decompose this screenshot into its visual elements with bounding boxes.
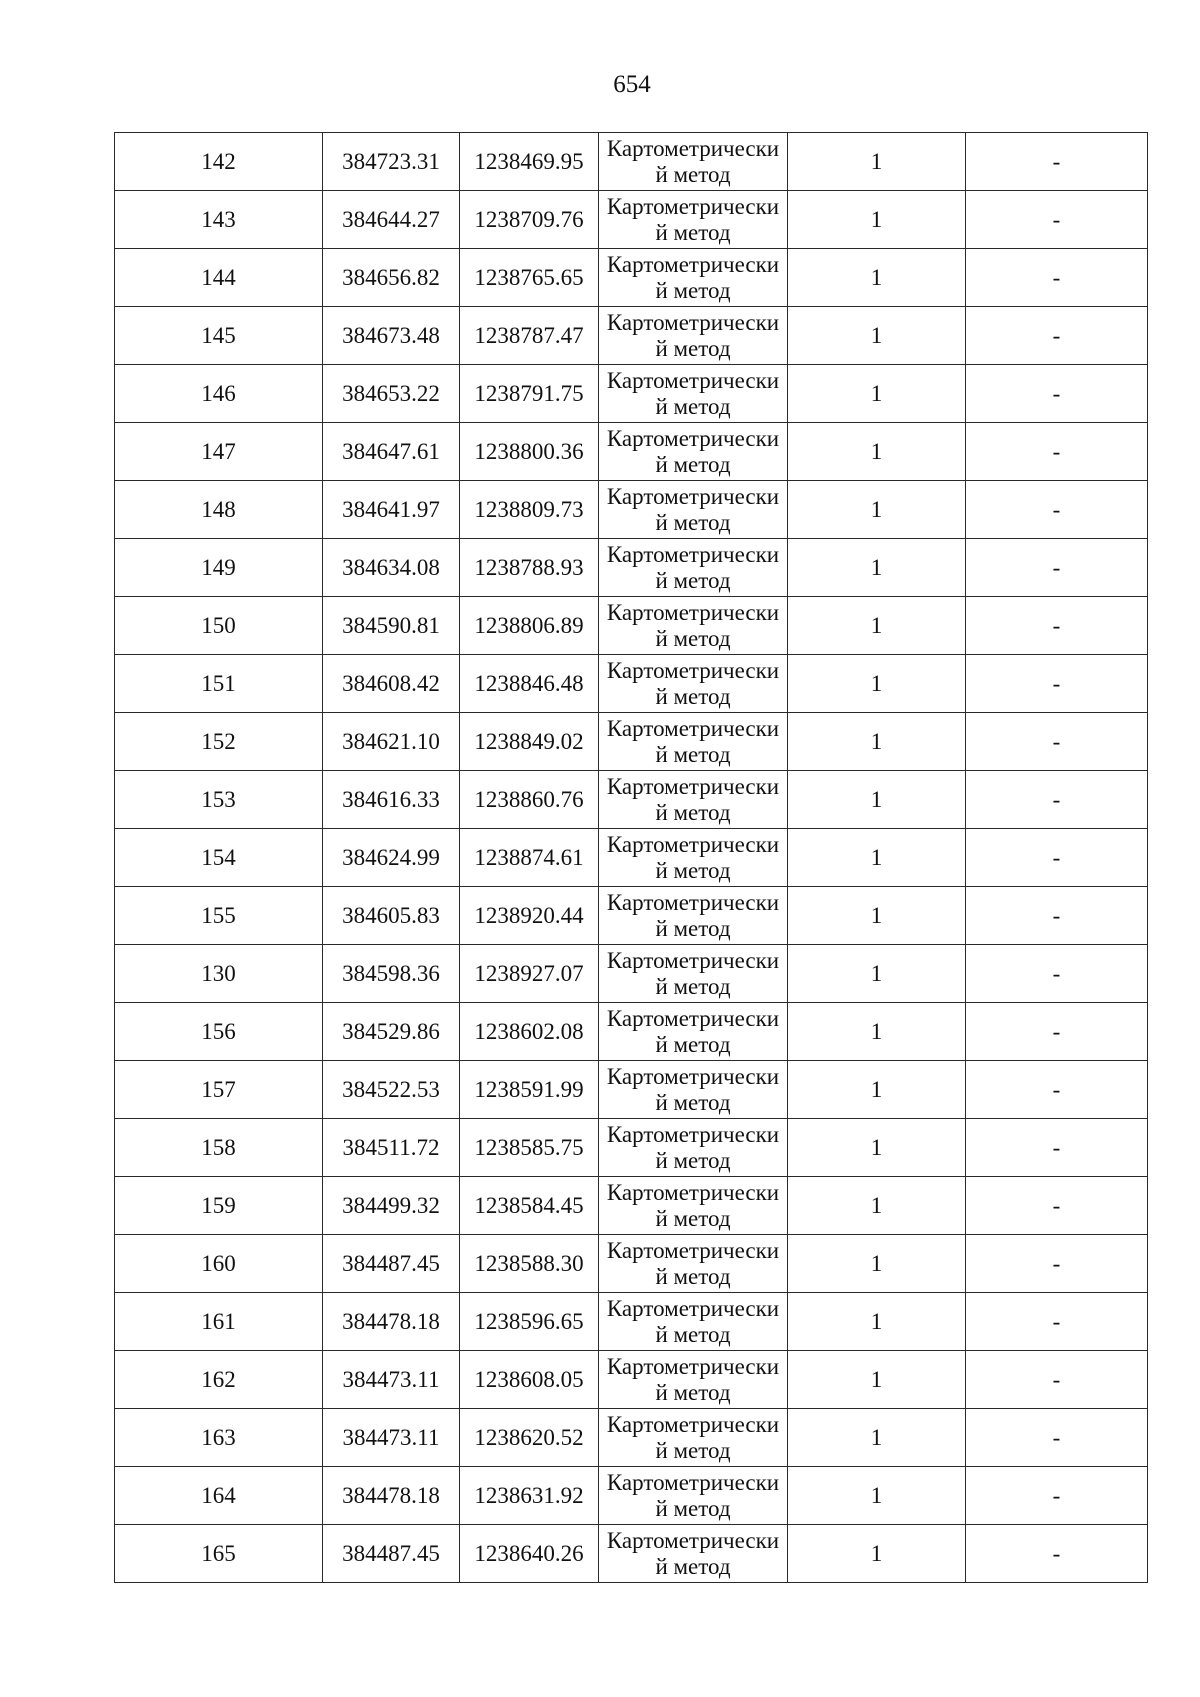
method-cell: [599, 1293, 788, 1351]
point-number-cell: 144: [115, 249, 323, 307]
note-cell: -: [966, 539, 1148, 597]
point-number-cell: 161: [115, 1293, 323, 1351]
y-coordinate-cell: 1238927.07: [460, 945, 599, 1003]
x-coordinate-cell: 384590.81: [323, 597, 460, 655]
method-text-line-1: Картометрически: [606, 947, 780, 973]
note-cell: -: [966, 655, 1148, 713]
method-text-line-2: й метод: [655, 741, 731, 767]
method-text-line-1: Картометрически: [606, 599, 780, 625]
method-cell: [599, 655, 788, 713]
y-coordinate-cell: 1238791.75: [460, 365, 599, 423]
table-row: [115, 1003, 1148, 1061]
table-row: [115, 1293, 1148, 1351]
page-number: 654: [613, 71, 651, 98]
method-cell: [599, 191, 788, 249]
method-text-line-2: й метод: [655, 161, 731, 187]
x-coordinate-cell: 384478.18: [323, 1467, 460, 1525]
note-cell: -: [966, 829, 1148, 887]
table-row: [115, 307, 1148, 365]
accuracy-cell: 1: [788, 1177, 966, 1235]
method-cell: [599, 829, 788, 887]
y-coordinate-cell: 1238920.44: [460, 887, 599, 945]
x-coordinate-cell: 384608.42: [323, 655, 460, 713]
method-cell: [599, 539, 788, 597]
method-text-line-1: Картометрически: [606, 657, 780, 683]
accuracy-cell: 1: [788, 191, 966, 249]
method-text-line-1: Картометрически: [606, 1527, 780, 1553]
y-coordinate-cell: 1238588.30: [460, 1235, 599, 1293]
x-coordinate-cell: 384647.61: [323, 423, 460, 481]
note-cell: -: [966, 133, 1148, 191]
method-text-line-2: й метод: [655, 509, 731, 535]
accuracy-cell: 1: [788, 1409, 966, 1467]
table-row: [115, 1525, 1148, 1583]
y-coordinate-cell: 1238846.48: [460, 655, 599, 713]
note-cell: -: [966, 307, 1148, 365]
method-text-line-1: Картометрически: [606, 715, 780, 741]
method-text-line-1: Картометрически: [606, 831, 780, 857]
y-coordinate-cell: 1238631.92: [460, 1467, 599, 1525]
x-coordinate-cell: 384634.08: [323, 539, 460, 597]
y-coordinate-cell: 1238640.26: [460, 1525, 599, 1583]
method-cell: [599, 1467, 788, 1525]
point-number-cell: 154: [115, 829, 323, 887]
accuracy-cell: 1: [788, 1119, 966, 1177]
method-cell: [599, 1235, 788, 1293]
accuracy-cell: 1: [788, 1003, 966, 1061]
method-text-line-1: Картометрически: [606, 889, 780, 915]
method-cell: [599, 1119, 788, 1177]
method-text-line-1: Картометрически: [606, 1121, 780, 1147]
method-text-line-2: й метод: [655, 335, 731, 361]
method-text-line-2: й метод: [655, 857, 731, 883]
x-coordinate-cell: 384644.27: [323, 191, 460, 249]
table-row: [115, 423, 1148, 481]
method-text-line-1: Картометрически: [606, 135, 780, 161]
accuracy-cell: 1: [788, 945, 966, 1003]
note-cell: -: [966, 1061, 1148, 1119]
method-text-line-2: й метод: [655, 1031, 731, 1057]
method-text-line-2: й метод: [655, 277, 731, 303]
x-coordinate-cell: 384511.72: [323, 1119, 460, 1177]
note-cell: -: [966, 1409, 1148, 1467]
accuracy-cell: 1: [788, 539, 966, 597]
method-cell: [599, 481, 788, 539]
y-coordinate-cell: 1238788.93: [460, 539, 599, 597]
accuracy-cell: 1: [788, 481, 966, 539]
x-coordinate-cell: 384529.86: [323, 1003, 460, 1061]
point-number-cell: 157: [115, 1061, 323, 1119]
y-coordinate-cell: 1238620.52: [460, 1409, 599, 1467]
y-coordinate-cell: 1238608.05: [460, 1351, 599, 1409]
point-number-cell: 153: [115, 771, 323, 829]
method-cell: [599, 307, 788, 365]
point-number-cell: 152: [115, 713, 323, 771]
method-text-line-2: й метод: [655, 1205, 731, 1231]
x-coordinate-cell: 384473.11: [323, 1351, 460, 1409]
y-coordinate-cell: 1238860.76: [460, 771, 599, 829]
note-cell: -: [966, 1235, 1148, 1293]
accuracy-cell: 1: [788, 1525, 966, 1583]
note-cell: -: [966, 1293, 1148, 1351]
method-text-line-1: Картометрически: [606, 1353, 780, 1379]
method-text-line-2: й метод: [655, 1379, 731, 1405]
y-coordinate-cell: 1238765.65: [460, 249, 599, 307]
method-cell: [599, 1525, 788, 1583]
accuracy-cell: 1: [788, 829, 966, 887]
method-text-line-1: Картометрически: [606, 773, 780, 799]
method-text-line-2: й метод: [655, 1437, 731, 1463]
accuracy-cell: 1: [788, 1467, 966, 1525]
point-number-cell: 162: [115, 1351, 323, 1409]
method-text-line-1: Картометрически: [606, 541, 780, 567]
point-number-cell: 151: [115, 655, 323, 713]
point-number-cell: 143: [115, 191, 323, 249]
table-row: [115, 249, 1148, 307]
table-row: [115, 191, 1148, 249]
method-text-line-2: й метод: [655, 625, 731, 651]
method-cell: [599, 1409, 788, 1467]
method-text-line-1: Картометрически: [606, 367, 780, 393]
method-text-line-1: Картометрически: [606, 425, 780, 451]
method-text-line-1: Картометрически: [606, 1295, 780, 1321]
note-cell: -: [966, 597, 1148, 655]
accuracy-cell: 1: [788, 1235, 966, 1293]
x-coordinate-cell: 384473.11: [323, 1409, 460, 1467]
accuracy-cell: 1: [788, 307, 966, 365]
method-cell: [599, 597, 788, 655]
x-coordinate-cell: 384616.33: [323, 771, 460, 829]
accuracy-cell: 1: [788, 1351, 966, 1409]
table-row: [115, 1119, 1148, 1177]
table-row: [115, 829, 1148, 887]
accuracy-cell: 1: [788, 887, 966, 945]
method-text-line-1: Картометрически: [606, 251, 780, 277]
method-text-line-1: Картометрически: [606, 1179, 780, 1205]
note-cell: -: [966, 1467, 1148, 1525]
x-coordinate-cell: 384653.22: [323, 365, 460, 423]
method-text-line-2: й метод: [655, 393, 731, 419]
accuracy-cell: 1: [788, 133, 966, 191]
note-cell: -: [966, 249, 1148, 307]
note-cell: -: [966, 191, 1148, 249]
method-text-line-1: Картометрически: [606, 309, 780, 335]
accuracy-cell: 1: [788, 771, 966, 829]
x-coordinate-cell: 384605.83: [323, 887, 460, 945]
x-coordinate-cell: 384656.82: [323, 249, 460, 307]
point-number-cell: 142: [115, 133, 323, 191]
note-cell: -: [966, 1525, 1148, 1583]
method-cell: [599, 1177, 788, 1235]
point-number-cell: 164: [115, 1467, 323, 1525]
method-cell: [599, 133, 788, 191]
method-cell: [599, 771, 788, 829]
note-cell: -: [966, 713, 1148, 771]
x-coordinate-cell: 384487.45: [323, 1235, 460, 1293]
y-coordinate-cell: 1238800.36: [460, 423, 599, 481]
coordinates-table: [114, 132, 1148, 1583]
y-coordinate-cell: 1238602.08: [460, 1003, 599, 1061]
point-number-cell: 148: [115, 481, 323, 539]
y-coordinate-cell: 1238585.75: [460, 1119, 599, 1177]
coordinates-table-body: [115, 133, 1148, 1583]
table-row: [115, 597, 1148, 655]
method-text-line-1: Картометрически: [606, 193, 780, 219]
point-number-cell: 156: [115, 1003, 323, 1061]
table-row: [115, 945, 1148, 1003]
table-row: [115, 481, 1148, 539]
y-coordinate-cell: 1238849.02: [460, 713, 599, 771]
table-row: [115, 771, 1148, 829]
accuracy-cell: 1: [788, 249, 966, 307]
point-number-cell: 145: [115, 307, 323, 365]
point-number-cell: 160: [115, 1235, 323, 1293]
method-text-line-1: Картометрически: [606, 1469, 780, 1495]
x-coordinate-cell: 384487.45: [323, 1525, 460, 1583]
accuracy-cell: 1: [788, 597, 966, 655]
accuracy-cell: 1: [788, 713, 966, 771]
point-number-cell: 163: [115, 1409, 323, 1467]
point-number-cell: 159: [115, 1177, 323, 1235]
note-cell: -: [966, 887, 1148, 945]
method-text-line-2: й метод: [655, 219, 731, 245]
y-coordinate-cell: 1238787.47: [460, 307, 599, 365]
x-coordinate-cell: 384723.31: [323, 133, 460, 191]
method-cell: [599, 1351, 788, 1409]
y-coordinate-cell: 1238591.99: [460, 1061, 599, 1119]
note-cell: -: [966, 365, 1148, 423]
method-text-line-2: й метод: [655, 799, 731, 825]
method-cell: [599, 945, 788, 1003]
accuracy-cell: 1: [788, 365, 966, 423]
method-text-line-1: Картометрически: [606, 1005, 780, 1031]
method-text-line-2: й метод: [655, 915, 731, 941]
method-text-line-1: Картометрически: [606, 1063, 780, 1089]
table-row: [115, 1177, 1148, 1235]
method-text-line-2: й метод: [655, 1553, 731, 1579]
x-coordinate-cell: 384673.48: [323, 307, 460, 365]
method-text-line-2: й метод: [655, 1263, 731, 1289]
x-coordinate-cell: 384641.97: [323, 481, 460, 539]
note-cell: -: [966, 1351, 1148, 1409]
y-coordinate-cell: 1238596.65: [460, 1293, 599, 1351]
method-text-line-1: Картометрически: [606, 1411, 780, 1437]
table-row: [115, 1351, 1148, 1409]
table-row: [115, 133, 1148, 191]
method-cell: [599, 249, 788, 307]
table-row: [115, 1061, 1148, 1119]
method-text-line-2: й метод: [655, 567, 731, 593]
accuracy-cell: 1: [788, 1061, 966, 1119]
accuracy-cell: 1: [788, 655, 966, 713]
point-number-cell: 155: [115, 887, 323, 945]
method-text-line-2: й метод: [655, 1147, 731, 1173]
x-coordinate-cell: 384624.99: [323, 829, 460, 887]
note-cell: -: [966, 481, 1148, 539]
point-number-cell: 147: [115, 423, 323, 481]
accuracy-cell: 1: [788, 423, 966, 481]
note-cell: -: [966, 1119, 1148, 1177]
point-number-cell: 146: [115, 365, 323, 423]
method-text-line-1: Картометрически: [606, 483, 780, 509]
method-text-line-2: й метод: [655, 973, 731, 999]
method-cell: [599, 1061, 788, 1119]
table-row: [115, 713, 1148, 771]
method-text-line-2: й метод: [655, 1089, 731, 1115]
method-cell: [599, 423, 788, 481]
x-coordinate-cell: 384598.36: [323, 945, 460, 1003]
point-number-cell: 150: [115, 597, 323, 655]
y-coordinate-cell: 1238469.95: [460, 133, 599, 191]
x-coordinate-cell: 384499.32: [323, 1177, 460, 1235]
point-number-cell: 149: [115, 539, 323, 597]
method-text-line-2: й метод: [655, 1495, 731, 1521]
note-cell: -: [966, 1177, 1148, 1235]
point-number-cell: 165: [115, 1525, 323, 1583]
x-coordinate-cell: 384522.53: [323, 1061, 460, 1119]
accuracy-cell: 1: [788, 1293, 966, 1351]
method-text-line-2: й метод: [655, 451, 731, 477]
method-text-line-1: Картометрически: [606, 1237, 780, 1263]
x-coordinate-cell: 384478.18: [323, 1293, 460, 1351]
method-cell: [599, 1003, 788, 1061]
method-text-line-2: й метод: [655, 1321, 731, 1347]
x-coordinate-cell: 384621.10: [323, 713, 460, 771]
table-row: [115, 539, 1148, 597]
table-row: [115, 655, 1148, 713]
note-cell: -: [966, 771, 1148, 829]
y-coordinate-cell: 1238584.45: [460, 1177, 599, 1235]
table-row: [115, 887, 1148, 945]
y-coordinate-cell: 1238809.73: [460, 481, 599, 539]
table-row: [115, 1235, 1148, 1293]
method-cell: [599, 365, 788, 423]
y-coordinate-cell: 1238709.76: [460, 191, 599, 249]
method-text-line-2: й метод: [655, 683, 731, 709]
table-row: [115, 1467, 1148, 1525]
y-coordinate-cell: 1238874.61: [460, 829, 599, 887]
method-cell: [599, 713, 788, 771]
table-row: [115, 1409, 1148, 1467]
method-cell: [599, 887, 788, 945]
point-number-cell: 158: [115, 1119, 323, 1177]
table-row: [115, 365, 1148, 423]
note-cell: -: [966, 945, 1148, 1003]
point-number-cell: 130: [115, 945, 323, 1003]
note-cell: -: [966, 423, 1148, 481]
y-coordinate-cell: 1238806.89: [460, 597, 599, 655]
note-cell: -: [966, 1003, 1148, 1061]
